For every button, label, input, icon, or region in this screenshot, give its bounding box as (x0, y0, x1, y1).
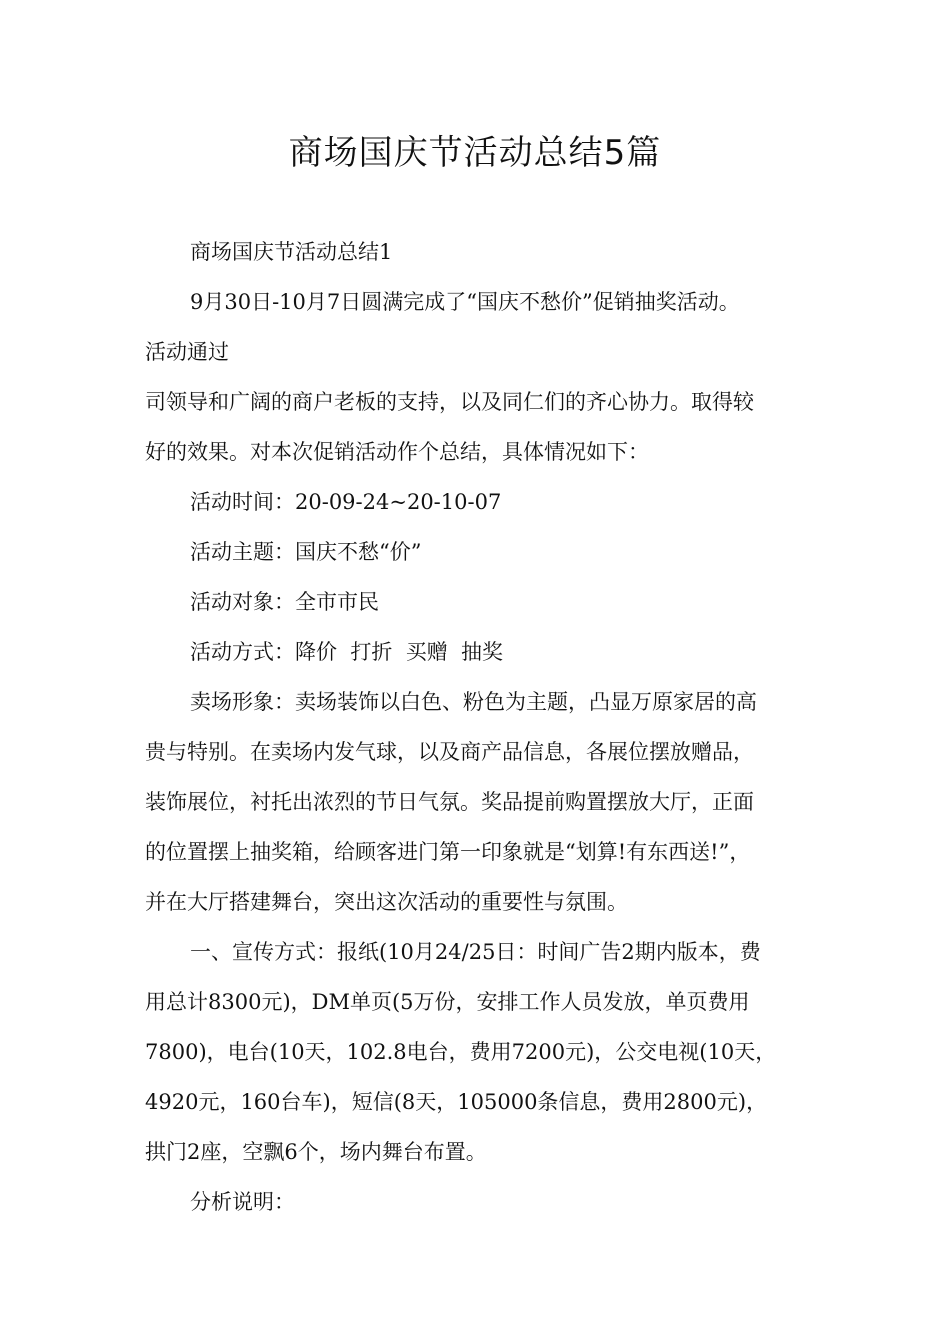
paragraph-line: 用总计8300元)，DM单页(5万份，安排工作人员发放，单页费用 (145, 990, 750, 1014)
paragraph-line: 7800)，电台(10天，102.8电台，费用7200元)，公交电视(10天， (145, 1040, 777, 1064)
paragraph-line: 一、宣传方式：报纸(10月24/25日：时间广告2期内版本，费 (190, 940, 761, 964)
paragraph-line: 好的效果。对本次促销活动作个总结，具体情况如下： (145, 440, 649, 464)
activity-target-line: 活动对象：全市市民 (190, 590, 379, 614)
paragraph-line: 活动通过 (145, 340, 229, 364)
paragraph-line: 卖场形象：卖场装饰以白色、粉色为主题，凸显万原家居的高 (190, 690, 757, 714)
paragraph-line: 装饰展位，衬托出浓烈的节日气氛。奖品提前购置摆放大厅，正面 (145, 790, 754, 814)
paragraph-line: 并在大厅搭建舞台，突出这次活动的重要性与氛围。 (145, 890, 628, 914)
paragraph-line: 贵与特别。在卖场内发气球，以及商产品信息，各展位摆放赠品， (145, 740, 754, 764)
analysis-heading: 分析说明： (190, 1190, 295, 1214)
section-heading: 商场国庆节活动总结1 (190, 240, 393, 264)
paragraph-line: 拱门2座，空飘6个，场内舞台布置。 (145, 1140, 487, 1164)
document-title: 商场国庆节活动总结5篇 (288, 133, 662, 173)
activity-theme-line: 活动主题：国庆不愁“价” (190, 540, 422, 564)
paragraph-line: 4920元，160台车)，短信(8天，105000条信息，费用2800元)， (145, 1090, 768, 1114)
paragraph-line: 9月30日-10月7日圆满完成了“国庆不愁价”促销抽奖活动。 (190, 290, 740, 314)
paragraph-line: 的位置摆上抽奖箱，给顾客进门第一印象就是“划算!有东西送!”， (145, 840, 751, 864)
paragraph-line: 司领导和广阔的商户老板的支持，以及同仁们的齐心协力。取得较 (145, 390, 754, 414)
activity-time-line: 活动时间：20-09-24~20-10-07 (190, 490, 502, 514)
activity-method-line: 活动方式：降价 打折 买赠 抽奖 (190, 640, 504, 664)
